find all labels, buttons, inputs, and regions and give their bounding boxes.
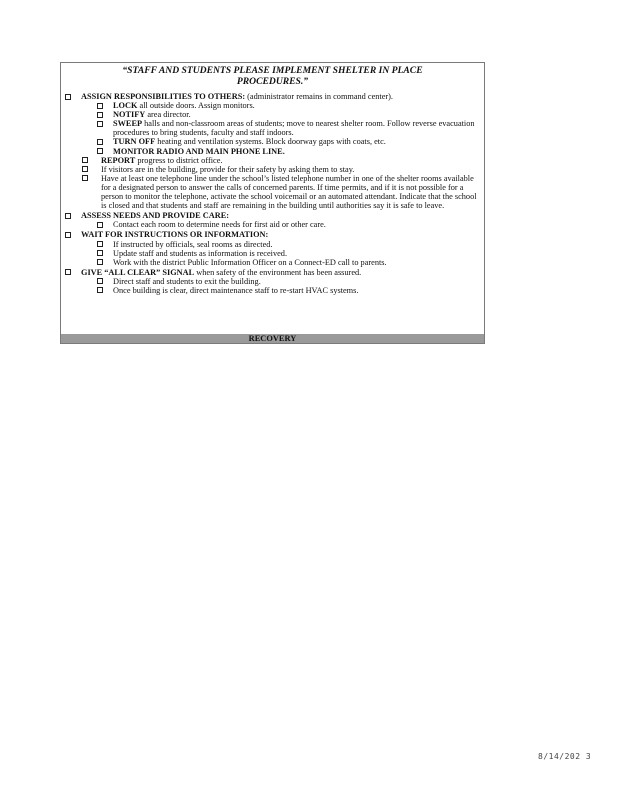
list-item: Direct staff and students to exit the building. bbox=[65, 277, 480, 286]
checkbox[interactable] bbox=[82, 175, 88, 181]
checkbox[interactable] bbox=[97, 287, 103, 293]
list-item: TURN OFF heating and ventilation systems. Block doorway gaps with coats, etc. bbox=[65, 137, 480, 146]
list-item: SWEEP halls and non-classroom areas of students; move to nearest shelter room. Follow reverse evacuation procedures to bring students, faculty and staff indoors. bbox=[65, 119, 480, 137]
all-clear-section: GIVE “ALL CLEAR” SIGNAL when safety of the environment has been assured. bbox=[65, 268, 480, 277]
checkbox[interactable] bbox=[65, 94, 71, 100]
list-item: REPORT progress to district office. bbox=[65, 156, 480, 165]
checkbox[interactable] bbox=[82, 166, 88, 172]
checkbox[interactable] bbox=[65, 269, 71, 275]
checkbox[interactable] bbox=[97, 139, 103, 145]
list-item: MONITOR RADIO AND MAIN PHONE LINE. bbox=[65, 147, 480, 156]
assess-section: ASSESS NEEDS AND PROVIDE CARE: bbox=[65, 211, 480, 220]
checkbox[interactable] bbox=[97, 103, 103, 109]
checkbox[interactable] bbox=[65, 213, 71, 219]
assign-section: ASSIGN RESPONSIBILITIES TO OTHERS: (administrator remains in command center). bbox=[65, 92, 480, 101]
checkbox[interactable] bbox=[97, 259, 103, 265]
checkbox[interactable] bbox=[97, 222, 103, 228]
procedure-title: “STAFF AND STUDENTS PLEASE IMPLEMENT SHELTER IN PLACE PROCEDURES.” bbox=[122, 65, 423, 87]
page-date: 8/14/202 3 bbox=[538, 752, 592, 761]
list-item: LOCK all outside doors. Assign monitors. bbox=[65, 101, 480, 110]
checkbox[interactable] bbox=[97, 112, 103, 118]
checkbox[interactable] bbox=[97, 148, 103, 154]
procedure-box bbox=[60, 62, 485, 344]
list-item: Update staff and students as information is received. bbox=[65, 249, 480, 258]
checkbox[interactable] bbox=[97, 121, 103, 127]
list-item: Have at least one telephone line under the school’s listed telephone number in one of the shelter rooms available for a designated person to answer the calls of concerned parents. If time permits, and if it is not possible for a person to monitor the telephone, activate the school voicemail or an automated attendant. Indicate that the school is closed and that students and staff are remaining in the building until authorities say it is safe to leave. bbox=[65, 174, 480, 210]
checkbox[interactable] bbox=[82, 157, 88, 163]
list-item: Once building is clear, direct maintenance staff to re-start HVAC systems. bbox=[65, 286, 480, 295]
list-item: Work with the district Public Information Officer on a Connect-ED call to parents. bbox=[65, 258, 480, 267]
checkbox[interactable] bbox=[97, 278, 103, 284]
checklist bbox=[65, 92, 480, 295]
checkbox[interactable] bbox=[97, 250, 103, 256]
list-item: Contact each room to determine needs for first aid or other care. bbox=[65, 220, 480, 229]
checkbox[interactable] bbox=[65, 232, 71, 238]
checkbox[interactable] bbox=[97, 241, 103, 247]
recovery-bar: RECOVERY bbox=[61, 334, 484, 343]
list-item: NOTIFY area director. bbox=[65, 110, 480, 119]
wait-section: WAIT FOR INSTRUCTIONS OR INFORMATION: bbox=[65, 230, 480, 239]
list-item: If instructed by officials, seal rooms as directed. bbox=[65, 240, 480, 249]
list-item: If visitors are in the building, provide for their safety by asking them to stay. bbox=[65, 165, 480, 174]
